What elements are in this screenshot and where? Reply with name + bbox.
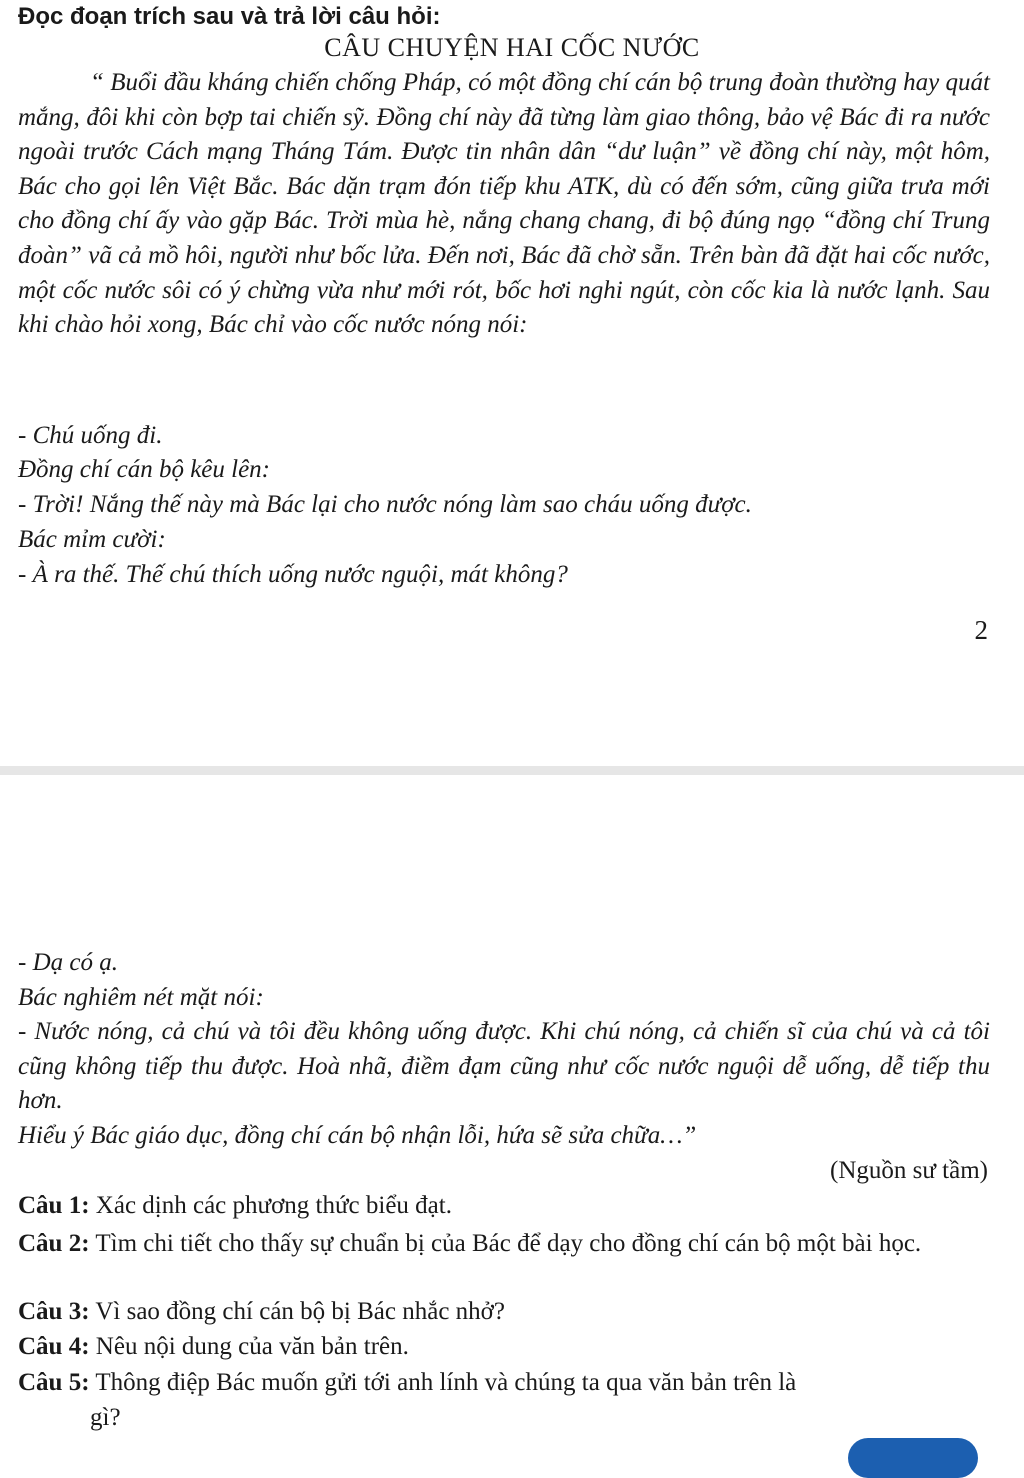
question-text: Thông điệp Bác muốn gửi tới anh lính và chúng ta qua văn bản trên là (95, 1369, 797, 1396)
passage-line-4: Bác mỉm cười: (18, 526, 166, 553)
question-label: Câu 4: (18, 1333, 90, 1360)
passage-line-8: Hiểu ý Bác giáo dục, đồng chí cán bộ nhận lỗi, hứa sẽ sửa chữa…” (18, 1122, 697, 1149)
passage-paragraph-closing: - Nước nóng, cả chú và tôi đều không uống được. Khi chú nóng, cả chiến sĩ của chú và cả tôi cũng không tiếp thu được. Hoà nhã, điềm đạm cũng như cốc nước nguội dễ uống, dễ tiếp thu hơn. (18, 1018, 990, 1115)
passage-line-6: - Dạ có ạ. (18, 949, 118, 976)
corner-badge (848, 1438, 978, 1478)
passage-paragraph-intro: “ Buổi đầu kháng chiến chống Pháp, có một đồng chí cán bộ trung đoàn thường hay quát mắng, đôi khi còn bợp tai chiến sỹ. Đồng chí này đã từng làm giao thông, bảo vệ Bác đi ra nước ngoài trước Cách mạng Tháng Tám. Được tin nhân dân “dư luận” về đồng chí này, một hôm, Bác cho gọi lên Việt Bắc. Bác dặn trạm đón tiếp khu ATK, dù có đến sớm, cũng giữa trưa mới cho đồng chí ấy vào gặp Bác. Trời mùa hè, nắng chang chang, đi bộ đúng ngọ “đồng chí Trung đoàn” vã cả mồ hôi, người như bốc lửa. Đến nơi, Bác đã chờ sẵn. Trên bàn đã đặt hai cốc nước, một cốc nước sôi có ý chừng vừa như mới rót, bốc hơi nghi ngút, còn cốc kia là nước lạnh. Sau khi chào hỏi xong, Bác chỉ vào cốc nước nóng nói: (18, 69, 990, 339)
instruction-heading: Đọc đoạn trích sau và trả lời câu hỏi: (18, 3, 441, 30)
question-text: Xác dịnh các phương thức biểu đạt. (95, 1192, 452, 1219)
question-label: Câu 1: (18, 1192, 90, 1219)
passage-line-7: Bác nghiêm nét mặt nói: (18, 984, 264, 1011)
page-separator (0, 766, 1024, 775)
question-2 (18, 1227, 990, 1262)
page-number: 2 (974, 615, 988, 645)
question-3 (18, 1295, 990, 1330)
passage-line-3: - Trời! Nắng thế này mà Bác lại cho nước nóng làm sao cháu uống được. (18, 491, 752, 518)
passage-line-5: - À ra thế. Thế chú thích uống nước nguội, mát không? (18, 561, 568, 588)
question-label: Câu 3: (18, 1298, 90, 1325)
passage-line-2: Đồng chí cán bộ kêu lên: (18, 456, 271, 483)
question-text-continuation: gì? (90, 1403, 121, 1431)
story-title: CÂU CHUYỆN HAI CỐC NƯỚC (324, 33, 700, 62)
question-text: Tìm chi tiết cho thấy sự chuẩn bị của Bác để dạy cho đồng chí cán bộ một bài học. (95, 1230, 922, 1257)
question-label: Câu 2: (18, 1230, 90, 1257)
passage-line-1: - Chú uống đi. (18, 422, 163, 449)
question-label: Câu 5: (18, 1369, 90, 1396)
question-text: Nêu nội dung của văn bản trên. (95, 1333, 409, 1360)
question-text: Vì sao đồng chí cán bộ bị Bác nhắc nhở? (95, 1298, 505, 1325)
source-citation: (Nguồn sư tầm) (830, 1157, 988, 1184)
question-5 (18, 1366, 990, 1435)
question-1 (18, 1189, 990, 1224)
question-4 (18, 1330, 990, 1365)
